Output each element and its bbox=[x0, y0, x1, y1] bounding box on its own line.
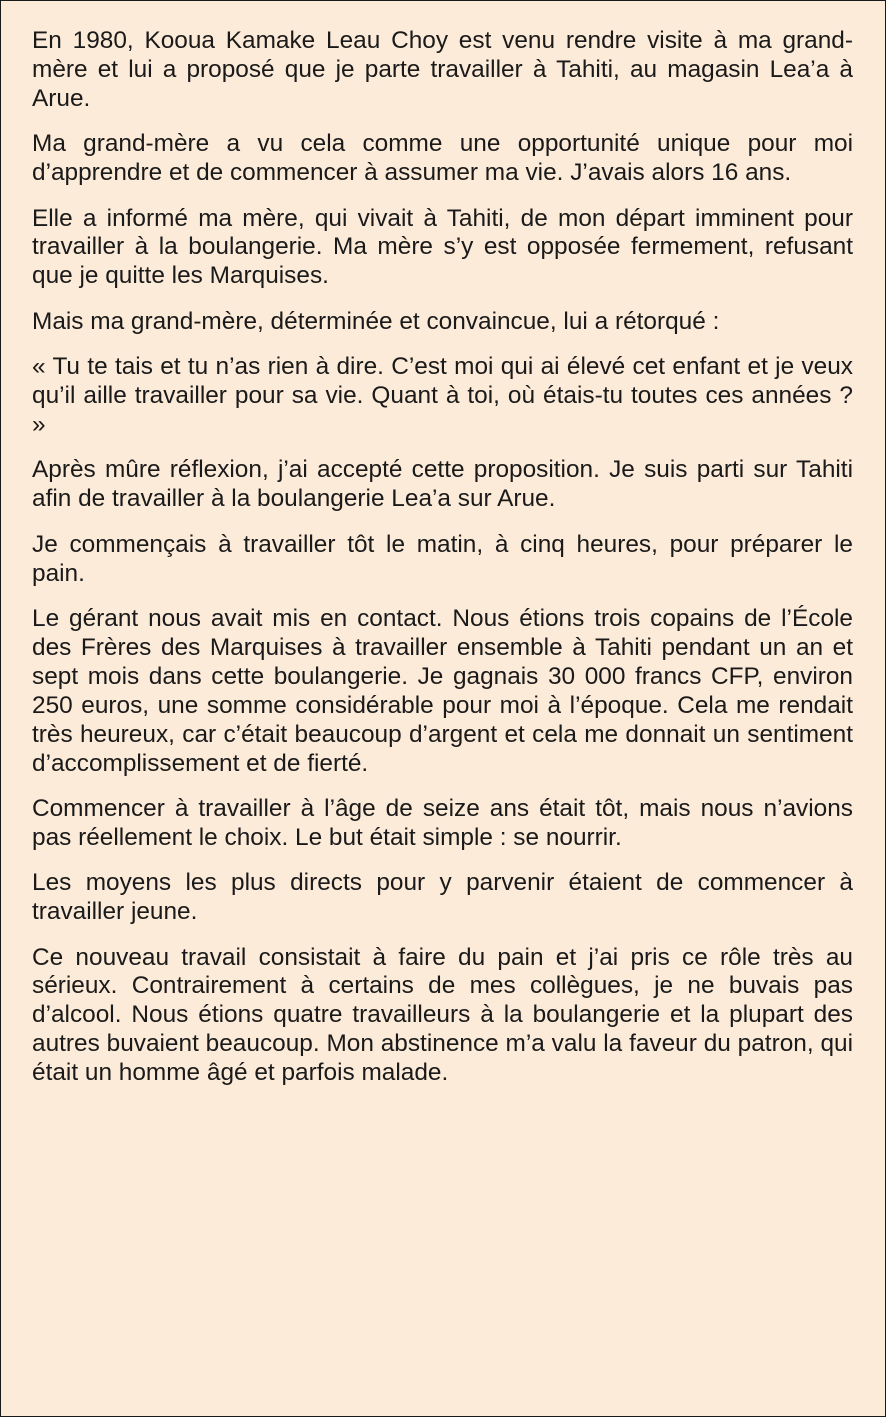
paragraph-8: Le gérant nous avait mis en contact. Nous étions trois copains de l’École des Frères des Marquises à travailler ensemble à Tahiti pendant un an et sept mois dans cette boulangerie. Je gagnais 30 000 francs CFP, environ 250 euros, une somme considérable pour moi à l’époque. Cela me rendait très heureux, car c’était beaucoup d’argent et cela me donnait un sentiment d’accomplissement et de fierté. bbox=[32, 605, 853, 777]
paragraph-2: Ma grand-mère a vu cela comme une opportunité unique pour moi d’apprendre et de commencer à assumer ma vie. J’avais alors 16 ans. bbox=[32, 130, 853, 187]
paragraph-3: Elle a informé ma mère, qui vivait à Tahiti, de mon départ imminent pour travailler à la boulangerie. Ma mère s’y est opposée fermement, refusant que je quitte les Marquises. bbox=[32, 204, 853, 290]
paragraph-4: Mais ma grand-mère, déterminée et convaincue, lui a rétorqué : bbox=[32, 307, 720, 335]
paragraph-10: Les moyens les plus directs pour y parvenir étaient de commencer à travailler jeune. bbox=[32, 869, 853, 926]
paragraph-1: En 1980, Kooua Kamake Leau Choy est venu rendre visite à ma grand-mère et lui a proposé que je parte travailler à Tahiti, au magasin Lea’a à Arue. bbox=[32, 27, 853, 112]
paragraph-5-quote: « Tu te tais et tu n’as rien à dire. C’est moi qui ai élevé cet enfant et je veux qu’il aille travailler pour sa vie. Quant à toi, où étais-tu toutes ces années ? » bbox=[32, 353, 853, 438]
paragraph-7: Je commençais à travailler tôt le matin, à cinq heures, pour préparer le pain. bbox=[32, 530, 853, 587]
paragraph-11: Ce nouveau travail consistait à faire du pain et j’ai pris ce rôle très au sérieux. Contrairement à certains de mes collègues, je ne buvais pas d’alcool. Nous étions quatre travailleurs à la boulangerie et la plupart des autres buvaient beaucoup. Mon abstinence m’a valu la faveur du patron, qui était un homme âgé et parfois malade. bbox=[32, 943, 853, 1087]
paragraph-6: Après mûre réflexion, j’ai accepté cette proposition. Je suis parti sur Tahiti afin de travailler à la boulangerie Lea’a sur Arue. bbox=[32, 456, 853, 513]
paragraph-9: Commencer à travailler à l’âge de seize ans était tôt, mais nous n’avions pas réellement le choix. Le but était simple : se nourrir. bbox=[32, 794, 853, 851]
